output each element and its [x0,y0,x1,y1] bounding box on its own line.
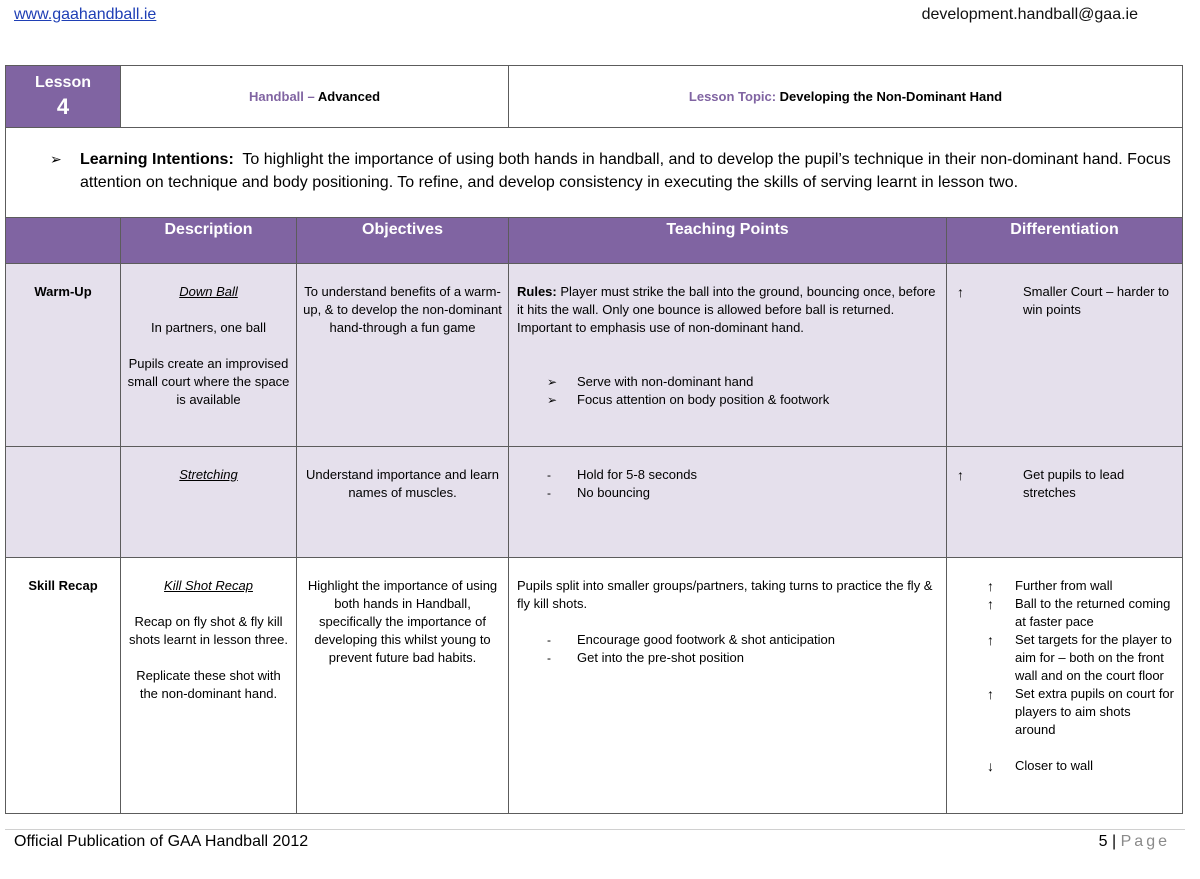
arrow-down-icon: ↓ [987,758,995,774]
dash-bullet-icon: - [547,633,552,647]
objective-text: Understand importance and learn names of muscles. [306,467,499,500]
teaching-text: Pupils split into smaller groups/partners, taking turns to practice the fly & fly kill shots. [517,578,933,611]
intentions-row [6,128,1183,218]
lesson-title [121,66,509,128]
lesson-label: Lesson [34,73,91,91]
description-cell [121,264,297,447]
column-header: Differentiation [947,218,1183,264]
list-item: - Hold for 5-8 seconds [547,467,697,482]
list-item: ↑ Set extra pupils on court for players to aim shots around [987,686,1174,737]
table-row-stretching [6,447,1183,558]
row-label: Warm-Up [6,264,121,447]
lesson-plan-table [5,65,1183,814]
list-item: ↑ Set targets for the player to aim for – both on the front wall and on the court floor [987,632,1172,683]
description-text: Recap on fly shot & fly kill shots learnt in lesson three. [129,614,288,647]
row-label: Skill Recap [6,558,121,814]
dash-bullet-icon: - [547,486,552,500]
table-row-warmup [6,264,1183,447]
header-bar [0,0,1200,46]
objective-text: To understand benefits of a warm-up, & to develop the non-dominant hand-through a fun game [303,284,502,335]
objective-text: Highlight the importance of using both hands in Handball, specifically the importance of developing this whilst young to prevent future bad habits. [307,578,498,665]
footer-divider [5,829,1185,830]
rules-text: Player must strike the ball into the ground, bouncing once, before it hits the wall. Only one bounce is allowed before ball is returned. Important to emphasis use of non-dominant hand. [517,284,936,335]
page-word: Page [1120,833,1170,850]
arrow-bullet-icon: ➢ [547,393,558,407]
differentiation-cell [947,264,1183,447]
page-indicator [1099,833,1170,851]
lesson-number-cell [6,66,121,128]
rules-label: Rules: [517,284,557,299]
column-header: Objectives [297,218,509,264]
lesson-number: 4 [56,93,70,119]
column-header: Teaching Points [509,218,947,264]
activity-title: Stretching [179,467,238,482]
title-prefix: Handball – [249,88,318,104]
differentiation-cell [947,447,1183,558]
arrow-up-icon: ↑ [987,578,995,594]
website-link[interactable]: www.gaahandball.ie [14,6,157,23]
activity-title: Kill Shot Recap [164,578,253,593]
description-text: Replicate these shot with the non-dominant hand. [136,668,281,701]
arrow-up-icon: ↑ [957,284,965,300]
list-item: ➢ Serve with non-dominant hand [547,374,754,389]
column-header-blank [6,218,121,264]
teaching-points-cell [509,447,947,558]
arrow-up-icon: ↑ [987,596,995,612]
table-row-skill-recap [6,558,1183,814]
intentions-label: Learning Intentions: [80,151,234,168]
arrow-up-icon: ↑ [987,632,995,648]
description-text: Pupils create an improvised small court where the space is available [127,356,290,407]
list-item: ↑ Further from wall [987,578,1113,594]
column-header-row [6,218,1183,264]
list-item: ↓ Closer to wall [987,758,1094,774]
objective-cell [297,558,509,814]
arrow-up-icon: ↑ [957,467,965,483]
teaching-points-cell [509,264,947,447]
list-item: ↑ Smaller Court – harder to win points [957,284,1169,317]
list-item: - Encourage good footwork & shot anticipation [547,632,836,647]
intentions-text: To highlight the importance of using both hands in handball, and to develop the pupil’s technique in their non-dominant hand. Focus attention on technique and body positioning. To refine, and develop consistency in executing the skills of serving learnt in lesson two. [80,151,1171,191]
dash-bullet-icon: - [547,651,552,665]
list-item: ↑ Ball to the returned coming at faster pace [987,596,1171,629]
list-item: - Get into the pre-shot position [547,650,744,665]
page-separator: | [1107,833,1121,850]
list-item: ↑ Get pupils to lead stretches [957,467,1125,500]
contact-email: development.handball@gaa.ie [921,6,1138,23]
footer-publication: Official Publication of GAA Handball 2012 [14,833,309,850]
column-header: Description [121,218,297,264]
teaching-points-cell [509,558,947,814]
description-cell [121,447,297,558]
title-row [6,66,1183,128]
dash-bullet-icon: - [547,468,552,482]
list-item: - No bouncing [547,485,651,500]
learning-intentions [6,128,1183,218]
arrow-bullet-icon: ➢ [50,151,62,167]
activity-title: Down Ball [179,284,238,299]
row-label [6,447,121,558]
lesson-topic [509,66,1183,128]
topic-text: Developing the Non-Dominant Hand [779,88,1003,104]
title-level: Advanced [317,88,381,104]
list-item: ➢ Focus attention on body position & footwork [547,392,830,407]
arrow-up-icon: ↑ [987,686,995,702]
topic-label: Lesson Topic: [688,88,780,104]
objective-cell [297,264,509,447]
description-text: In partners, one ball [151,320,266,335]
differentiation-cell [947,558,1183,814]
objective-cell [297,447,509,558]
arrow-bullet-icon: ➢ [547,375,558,389]
description-cell [121,558,297,814]
page-number: 5 [1098,833,1108,850]
